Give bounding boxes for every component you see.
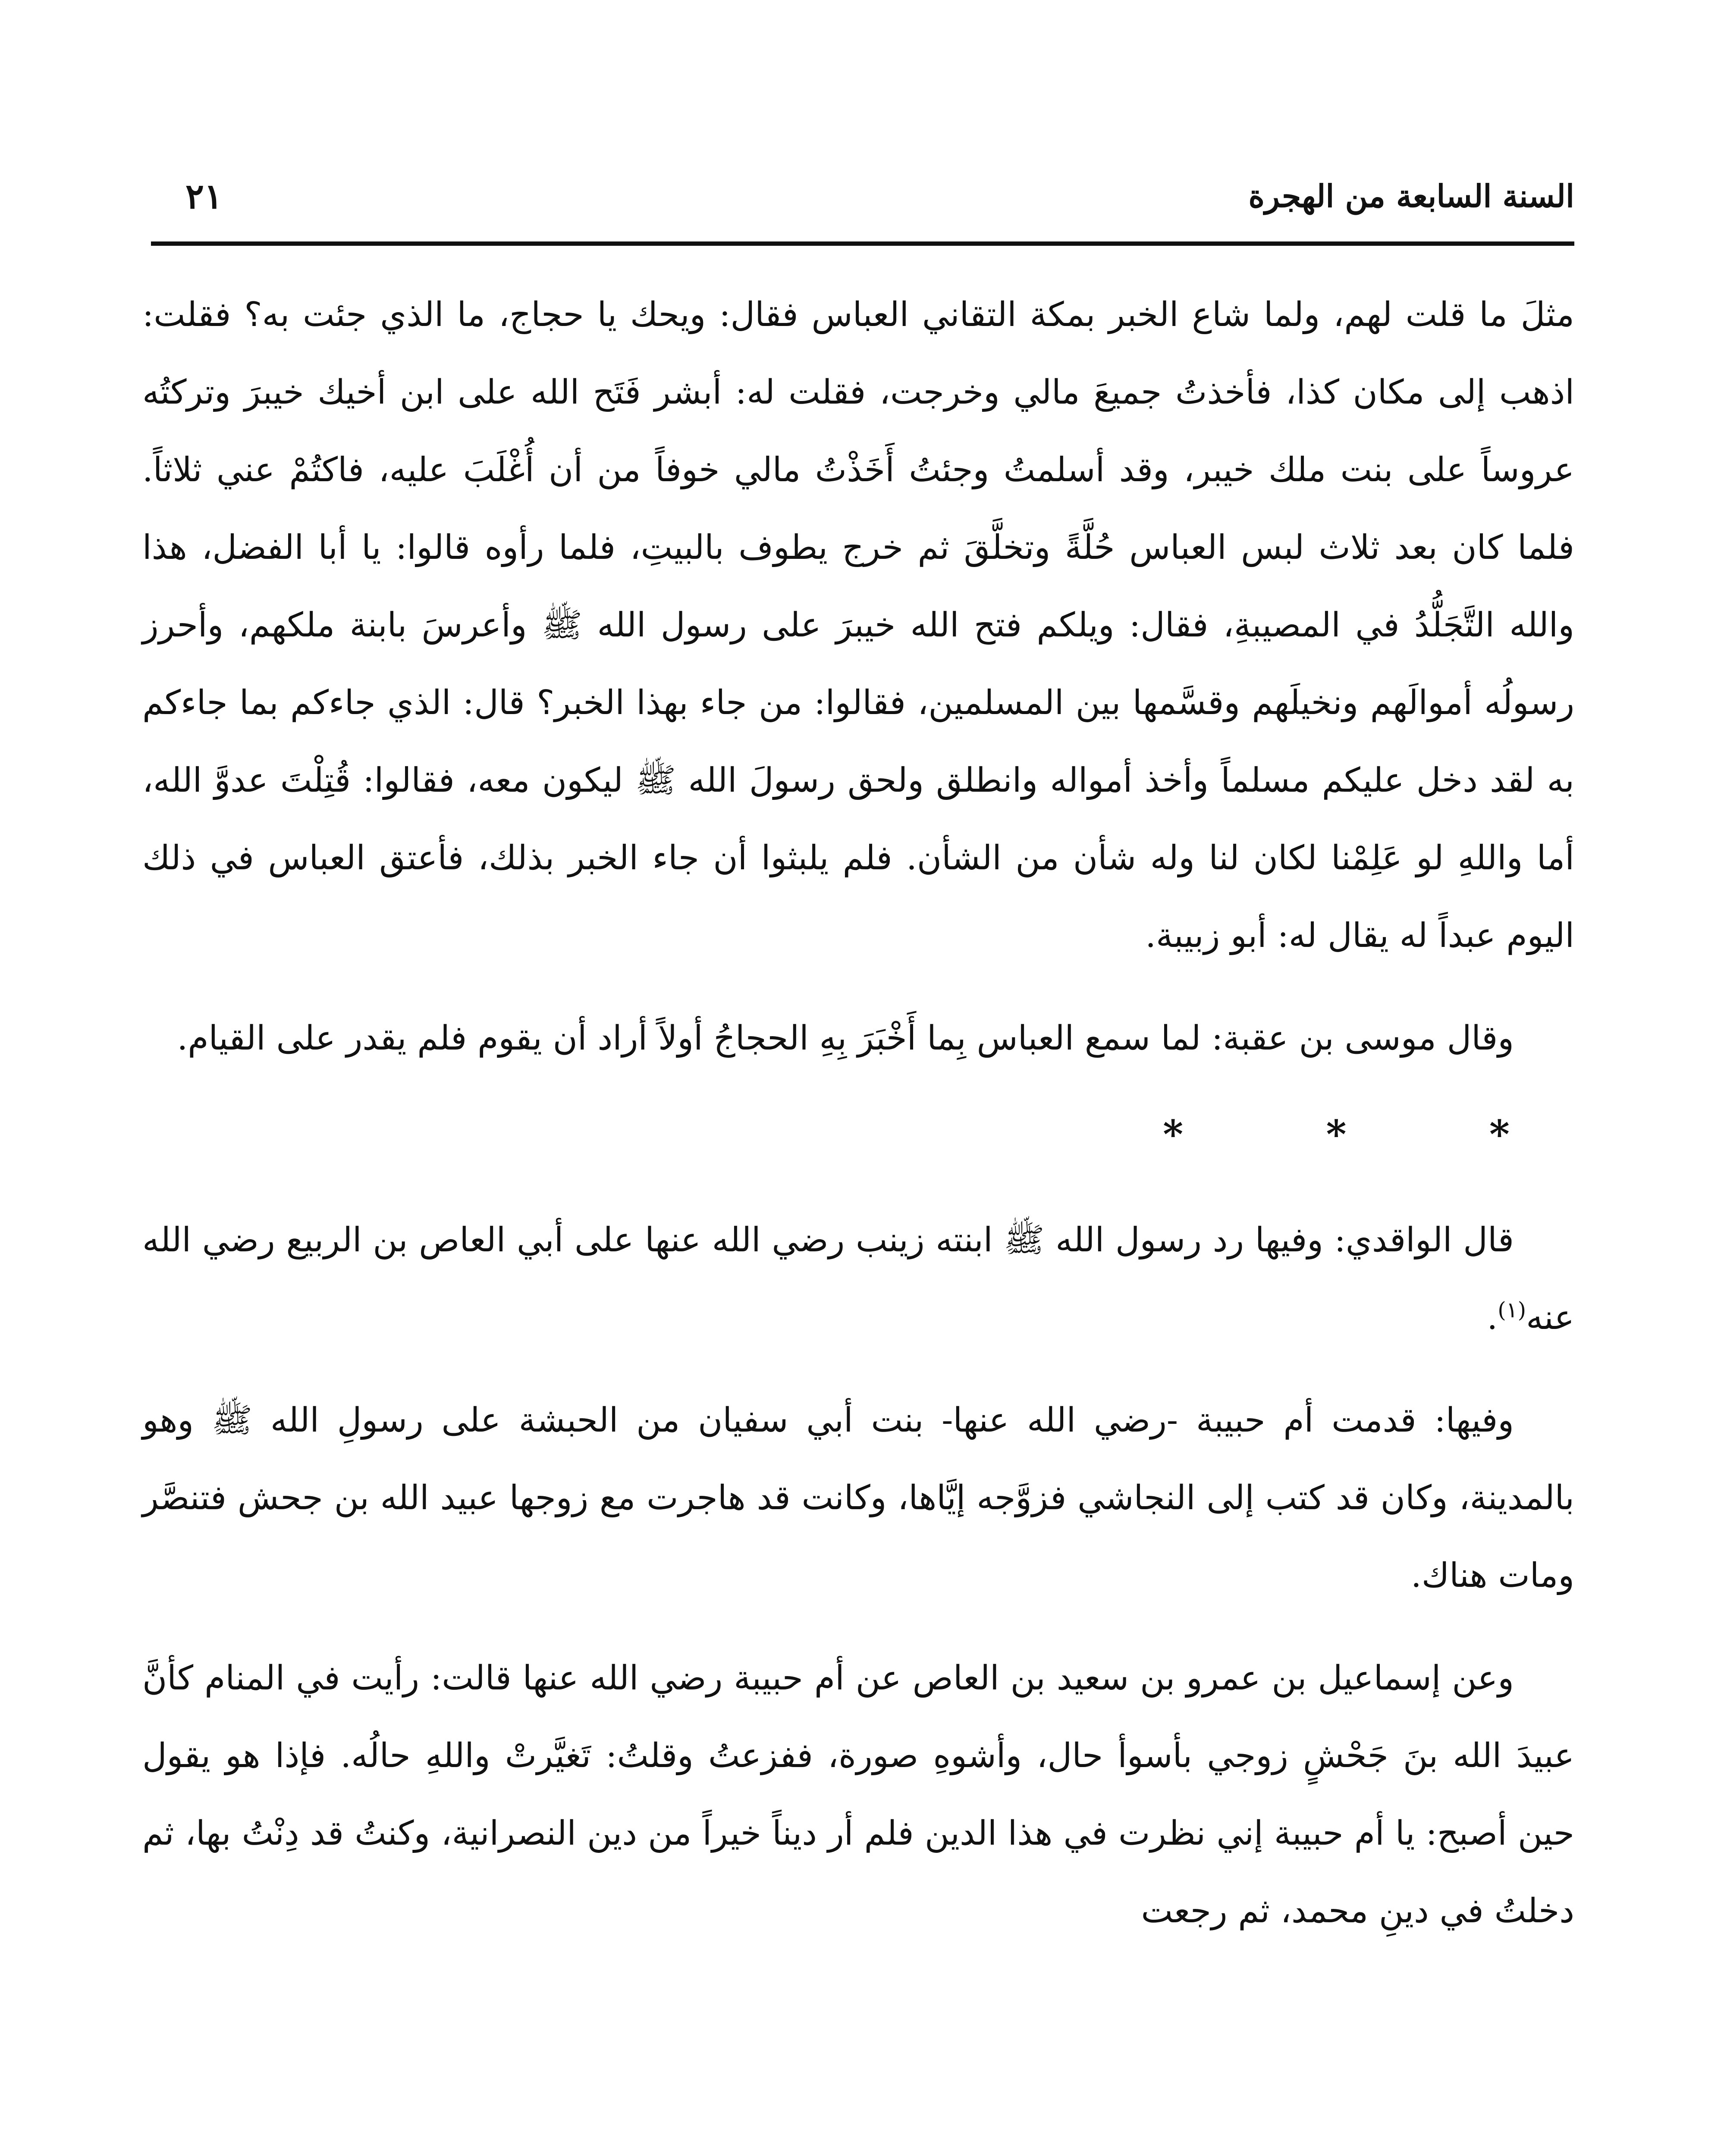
paragraph-2: وقال موسى بن عقبة: لما سمع العباس بِما أَخْبَرَ بِهِ الحجاجُ أولاً أراد أن يقوم فلم يقدر على القيام. — [177, 1019, 1514, 1058]
footnote-reference: (١) — [1498, 1297, 1526, 1322]
section-separator: * * * — [1163, 1112, 1574, 1157]
running-title: السنة السابعة من الهجرة — [1248, 178, 1574, 214]
paragraph-4: وفيها: قدمت أم حبيبة -رضي الله عنها- بنت أبي سفيان من الحبشة على رسولِ الله ﷺ وهو بالمدينة، وكان قد كتب إلى النجاشي فزوَّجه إيَّاها، وكانت قد هاجرت مع زوجها عبيد الله بن جحش فتنصَّر ومات هناك. — [142, 1401, 1574, 1595]
paragraph-3: قال الواقدي: وفيها رد رسول الله ﷺ ابنته زينب رضي الله عنها على أبي العاص بن الربيع رضي الله عنه$^{(١)}$. — [142, 1221, 1574, 1337]
paragraph-5: وعن إسماعيل بن عمرو بن سعيد بن العاص عن أم حبيبة رضي الله عنها قالت: رأيت في المنام كأنَّ عبيدَ الله بنَ جَحْشٍ زوجي بأسوأ حال، وأشوهِ صورة، ففزعتُ وقلتُ: تَغيَّرتْ واللهِ حالُه. فإذا هو يقول حين أصبح: يا أم حبيبة إني نظرت في هذا الدين فلم أر ديناً خيراً من دين النصرانية، وكنتُ قد دِنْتُ بها، ثم دخلتُ في دينِ محمد، ثم رجعت — [142, 1659, 1574, 1930]
page-header — [151, 164, 1574, 229]
paragraph-3-text: قال الواقدي: وفيها رد رسول الله ﷺ ابنته زينب رضي الله عنها على أبي العاص بن الربيع رضي الله عنه — [142, 1221, 1574, 1337]
page-number: ٢١ — [185, 176, 223, 216]
header-rule — [151, 241, 1574, 246]
main-text — [142, 276, 1574, 1975]
paragraph-1: مثلَ ما قلت لهم، ولما شاع الخبر بمكة التقاني العباس فقال: ويحك يا حجاج، ما الذي جئت به؟ فقلت: اذهب إلى مكان كذا، فأخذتُ جميعَ مالي وخرجت، فقلت له: أبشر فَتَح الله على ابن أخيك خيبرَ وتركتُه عروساً على بنت ملك خيبر، وقد أسلمتُ وجئتُ أَخَذْتُ مالي خوفاً من أن أُغْلَبَ عليه، فاكتُمْ عني ثلاثاً. فلما كان بعد ثلاث لبس العباس حُلَّةً وتخلَّقَ ثم خرج يطوف بالبيتِ، فلما رأوه قالوا: يا أبا الفضل، هذا والله التَّجَلُّدُ في المصيبةِ، فقال: ويلكم فتح الله خيبرَ على رسول الله ﷺ وأعرسَ بابنة ملكهم، وأحرز رسولُه أموالَهم ونخيلَهم وقسَّمها بين المسلمين، فقالوا: من جاء بهذا الخبر؟ قال: الذي جاءكم بما جاءكم به لقد دخل عليكم مسلماً وأخذ أمواله وانطلق ولحق رسولَ الله ﷺ ليكون معه، فقالوا: قُتِلْتَ عدوَّ الله، أما واللهِ لو عَلِمْنا لكان لنا وله شأن من الشأن. فلم يلبثوا أن جاء الخبر بذلك، فأعتق العباس في ذلك اليوم عبداً له يقال له: أبو زبيبة. — [142, 295, 1575, 955]
